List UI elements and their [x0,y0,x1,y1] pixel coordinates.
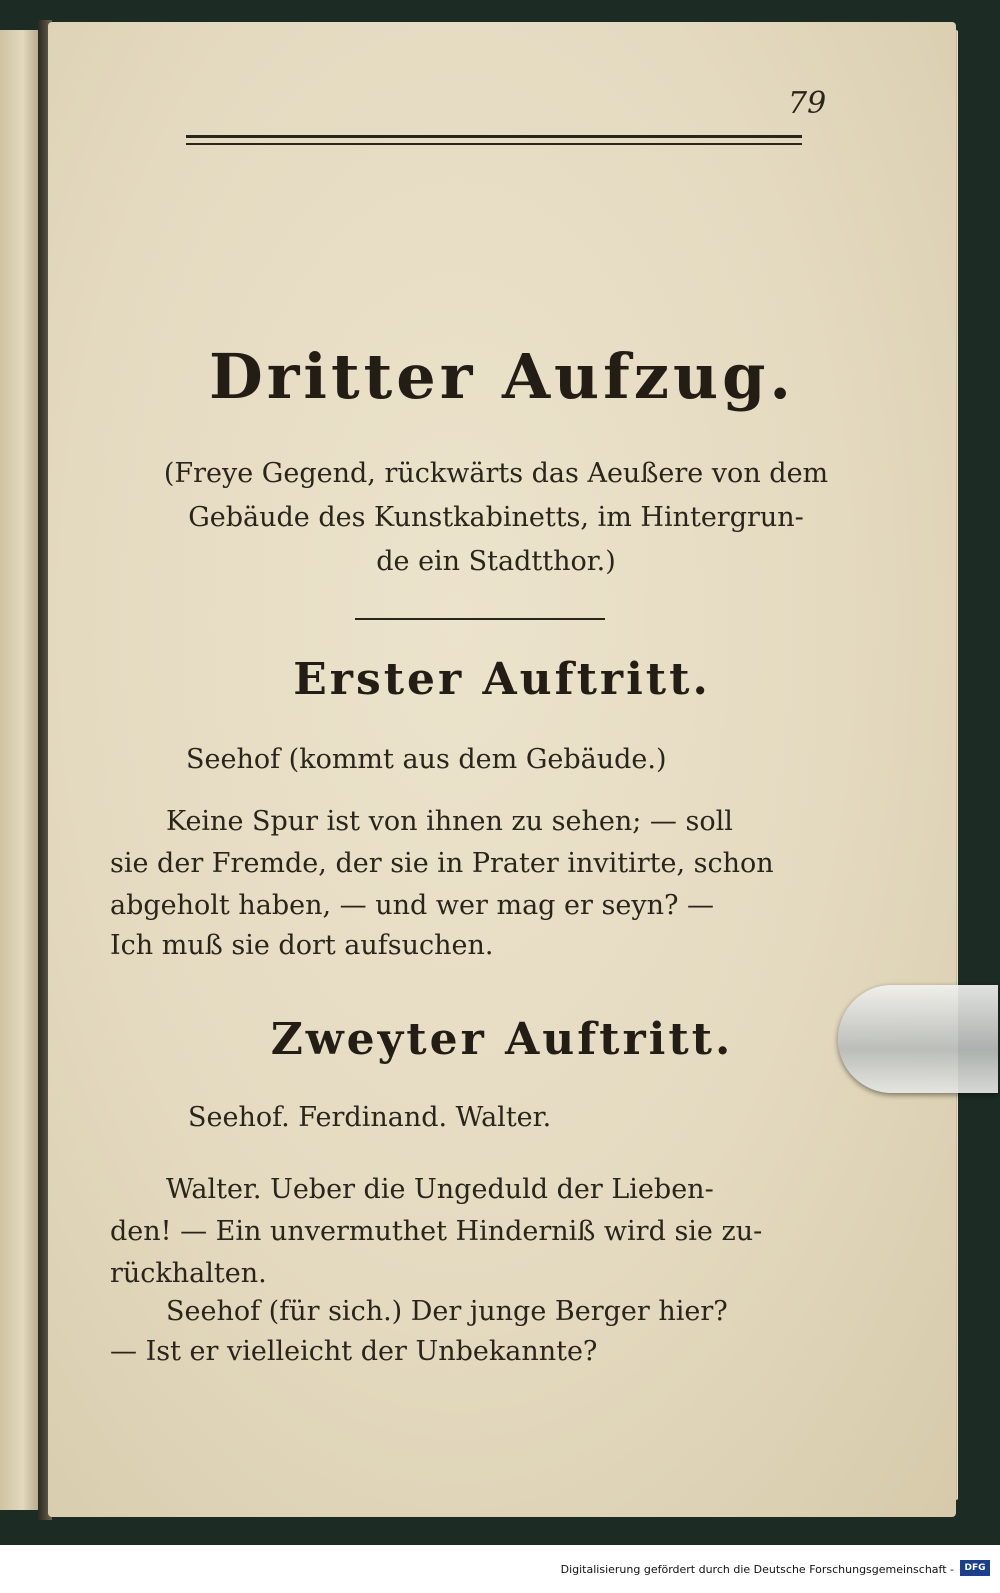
section-rule [355,618,605,620]
funding-credit: Digitalisierung gefördert durch die Deutsche Forschungsgemeinschaft - [560,1563,954,1576]
book-page [48,22,956,1517]
scene-1-text-line: Ich muß sie dort aufsuchen. [110,930,494,961]
scene-1-text-line: abgeholt haben, — und wer mag er seyn? — [110,890,715,921]
scene-1-text-line: Keine Spur ist von ihnen zu sehen; — soll [166,806,733,837]
stage-direction-line: de ein Stadtthor.) [376,546,616,577]
page-clip [838,985,998,1093]
stage-direction [156,452,836,584]
scene-1-heading: Erster Auftritt. [293,654,711,705]
scene-2-text-line: — Ist er vielleicht der Unbekannte? [110,1336,598,1367]
scene-1-cast: Seehof (kommt aus dem Gebäude.) [186,744,667,775]
header-rule [186,135,802,145]
stage-direction-line: Gebäude des Kunstkabinetts, im Hintergrun- [188,502,804,533]
scene-2-text-line: rückhalten. [110,1258,267,1289]
scene-1-text-line: sie der Fremde, der sie in Prater invitirte, schon [110,848,774,879]
scene-2-text-line: Walter. Ueber die Ungeduld der Lieben- [166,1174,714,1205]
scene-2-cast: Seehof. Ferdinand. Walter. [188,1102,552,1133]
scene-2-heading: Zweyter Auftritt. [270,1014,734,1065]
page-number: 79 [788,86,827,121]
footer-bar [0,1545,1000,1593]
scene-2-text-line: den! — Ein unvermuthet Hinderniß wird sie zu- [110,1216,763,1247]
scene-2-text-line: Seehof (für sich.) Der junge Berger hier? [166,1296,728,1327]
act-title: Dritter Aufzug. [208,340,796,413]
dfg-logo: DFG [960,1560,990,1576]
stage-direction-line: (Freye Gegend, rückwärts das Aeußere von dem [163,458,829,489]
left-page-edge [0,30,38,1510]
